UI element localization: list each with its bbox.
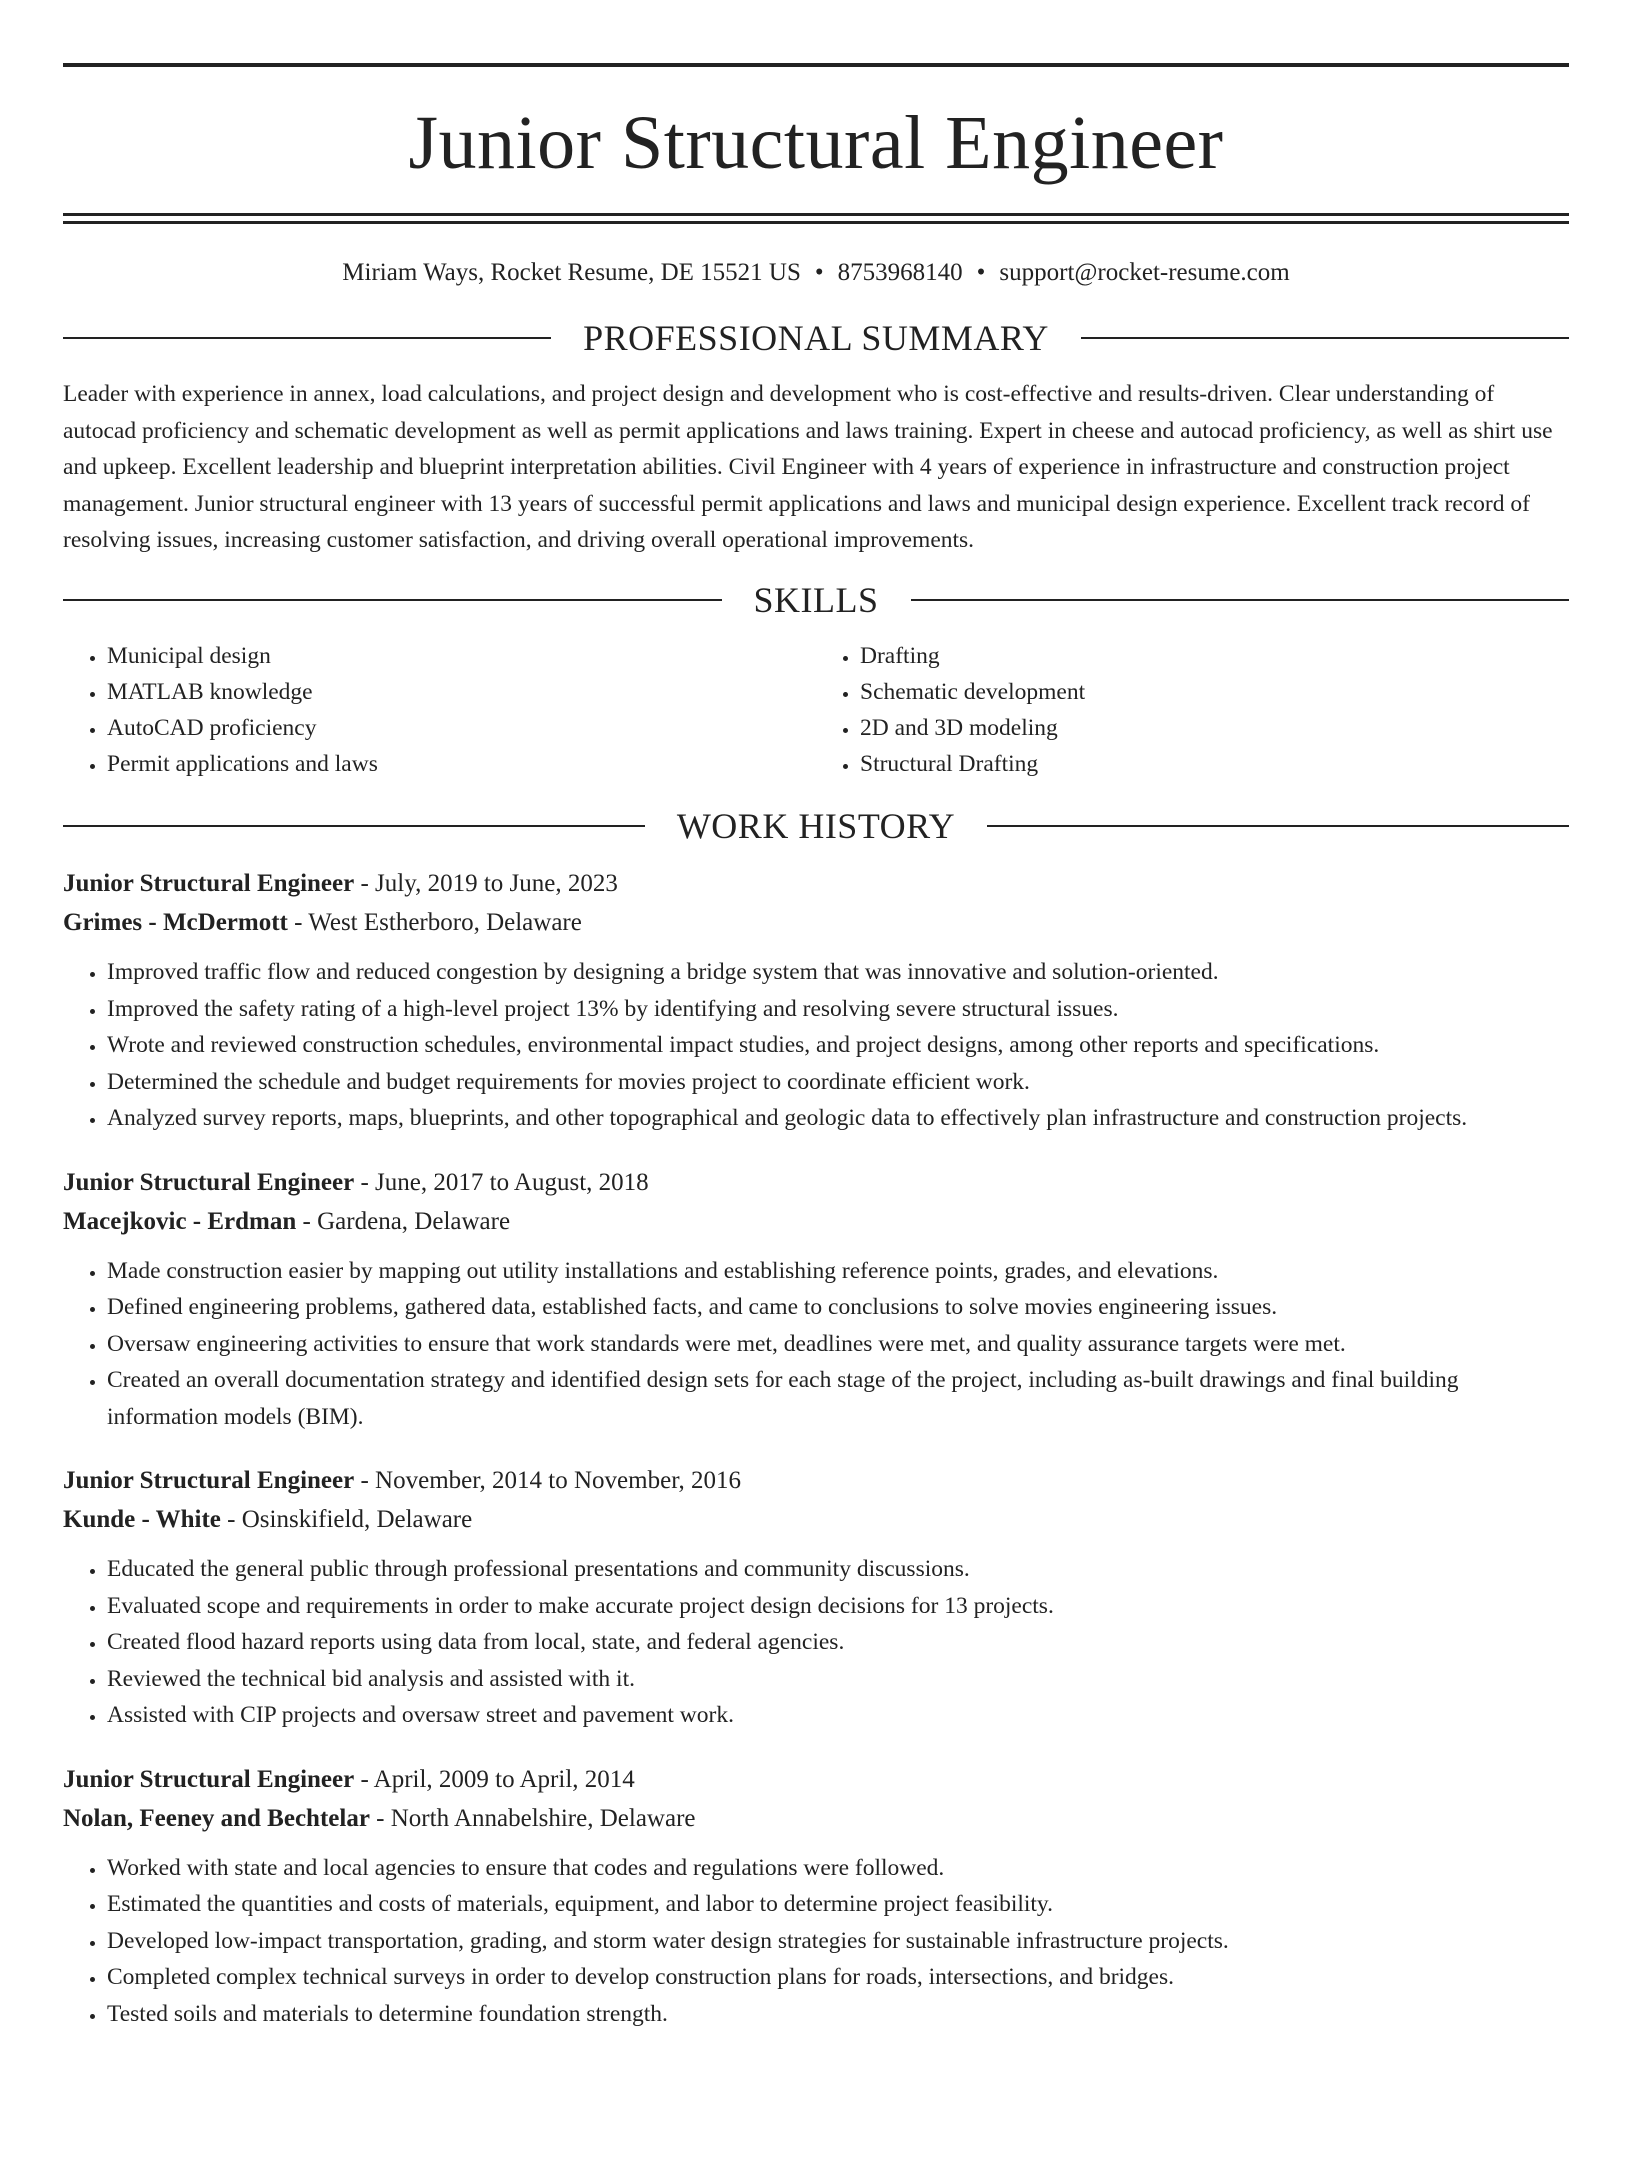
job-role: Junior Structural Engineer [63, 1168, 355, 1196]
job-entry [63, 864, 1569, 1137]
job-bullets [63, 1850, 1569, 2033]
job-entry [63, 1163, 1569, 1436]
job-location: - West Estherboro, Delaware [287, 909, 582, 936]
job-bullet: • Tested soils and materials to determine foundation strength. [107, 1996, 1569, 2033]
job-bullet: • Oversaw engineering activities to ensure that work standards were met, deadlines were met, and quality assurance targets were met. [107, 1326, 1569, 1363]
summary-paragraph: Leader with experience in annex, load calculations, and project design and development who is cost-effective and results-driven. Clear understanding of autocad proficiency and schematic development as well as permit applications and laws training. Expert in cheese and autocad proficiency, as well as shirt use and upkeep. Excellent leadership and blueprint interpretation abilities. Civil Engineer with 4 years of experience in infrastructure and construction project management. Junior structural engineer with 13 years of successful permit applications and laws and municipal design experience. Excellent track record of resolving issues, increasing customer satisfaction, and driving overall operational improvements. [63, 381, 1553, 553]
section-rule [63, 825, 645, 827]
job-title-line [63, 1760, 1569, 1799]
job-title-line [63, 1163, 1569, 1202]
resume-title: Junior Structural Engineer [408, 101, 1224, 185]
skills-list [63, 638, 1569, 782]
job-bullet: • Estimated the quantities and costs of materials, equipment, and labor to determine project feasibility. [107, 1886, 1569, 1923]
job-bullet: • Wrote and reviewed construction schedules, environmental impact studies, and project designs, among other reports and specifications. [107, 1027, 1569, 1064]
job-bullets [63, 954, 1569, 1137]
skill-item: • AutoCAD proficiency [107, 710, 816, 746]
work-history-list [63, 864, 1569, 2032]
job-location: - North Annabelshire, Delaware [369, 1804, 696, 1832]
job-bullet: • Developed low-impact transportation, grading, and storm water design strategies for sustainable infrastructure projects. [107, 1923, 1569, 1960]
section-rule [1081, 337, 1569, 339]
job-bullet: • Worked with state and local agencies to ensure that codes and regulations were followed. [107, 1850, 1569, 1887]
job-company: Kunde - White [63, 1506, 221, 1533]
skill-item: • Drafting [860, 638, 1569, 674]
skill-item: • 2D and 3D modeling [860, 710, 1569, 746]
section-header-skills [63, 582, 1569, 618]
skill-item: • Schematic development [860, 674, 1569, 710]
job-location: - Osinskifield, Delaware [220, 1506, 473, 1533]
job-company-line [63, 903, 1569, 942]
contact-phone: 8753968140 [837, 259, 963, 286]
job-bullet: • Assisted with CIP projects and oversaw street and pavement work. [107, 1697, 1569, 1734]
contact-separator: • [814, 259, 824, 286]
section-rule [987, 825, 1569, 827]
contact-email[interactable]: support@rocket-resume.com [999, 259, 1290, 286]
job-dates: - April, 2009 to April, 2014 [354, 1765, 635, 1793]
section-header-work [63, 808, 1569, 844]
job-role: Junior Structural Engineer [63, 1765, 355, 1793]
job-bullet: • Reviewed the technical bid analysis and assisted with it. [107, 1661, 1569, 1698]
resume-page [0, 63, 1632, 2175]
skills-column-right [816, 638, 1569, 782]
job-bullet: • Completed complex technical surveys in order to develop construction plans for roads, intersections, and bridges. [107, 1959, 1569, 1996]
job-bullet: • Analyzed survey reports, maps, blueprints, and other topographical and geologic data to effectively plan infrastructure and construction projects. [107, 1100, 1569, 1137]
job-company-line [63, 1202, 1569, 1241]
job-bullets [63, 1551, 1569, 1734]
skill-item: • Municipal design [107, 638, 816, 674]
job-role: Junior Structural Engineer [63, 870, 355, 897]
contact-address: Miriam Ways, Rocket Resume, DE 15521 US [342, 259, 801, 286]
section-header-summary [63, 320, 1569, 356]
job-dates: - November, 2014 to November, 2016 [354, 1467, 742, 1494]
skills-column-left [63, 638, 816, 782]
skill-item: • Structural Drafting [860, 746, 1569, 782]
job-bullet: • Made construction easier by mapping out utility installations and establishing reference points, grades, and elevations. [107, 1253, 1569, 1290]
section-title-work: WORK HISTORY [676, 806, 956, 846]
job-company-line [63, 1799, 1569, 1838]
job-role: Junior Structural Engineer [63, 1467, 355, 1494]
job-company: Grimes - McDermott [63, 909, 288, 936]
job-entry [63, 1461, 1569, 1734]
job-bullet: • Improved traffic flow and reduced congestion by designing a bridge system that was innovative and solution-oriented. [107, 954, 1569, 991]
section-title-skills: SKILLS [753, 580, 879, 620]
job-bullet: • Defined engineering problems, gathered data, established facts, and came to conclusions to solve movies engineering issues. [107, 1289, 1569, 1326]
job-bullet: • Educated the general public through professional presentations and community discussions. [107, 1551, 1569, 1588]
contact-line [63, 258, 1569, 288]
job-title-line [63, 864, 1569, 903]
top-rule [63, 63, 1569, 67]
title-double-rule [63, 213, 1569, 224]
section-rule [63, 599, 722, 601]
job-location: - Gardena, Delaware [296, 1207, 511, 1235]
job-dates: - June, 2017 to August, 2018 [354, 1168, 649, 1196]
job-entry [63, 1760, 1569, 2033]
job-bullet: • Evaluated scope and requirements in order to make accurate project design decisions for 13 projects. [107, 1588, 1569, 1625]
job-dates: - July, 2019 to June, 2023 [354, 870, 618, 897]
job-title-line [63, 1461, 1569, 1500]
job-company-line [63, 1500, 1569, 1539]
job-bullets [63, 1253, 1569, 1436]
job-company: Nolan, Feeney and Bechtelar [63, 1804, 370, 1832]
job-bullet: • Improved the safety rating of a high-level project 13% by identifying and resolving severe structural issues. [107, 991, 1569, 1028]
section-rule [911, 599, 1570, 601]
skill-item: • Permit applications and laws [107, 746, 816, 782]
section-rule [63, 337, 551, 339]
job-bullet: • Created an overall documentation strategy and identified design sets for each stage of the project, including as-built drawings and final building information models (BIM). [107, 1362, 1569, 1435]
section-title-summary: PROFESSIONAL SUMMARY [583, 318, 1049, 358]
job-bullet: • Created flood hazard reports using data from local, state, and federal agencies. [107, 1624, 1569, 1661]
skill-item: • MATLAB knowledge [107, 674, 816, 710]
contact-separator: • [976, 259, 986, 286]
job-bullet: • Determined the schedule and budget requirements for movies project to coordinate efficient work. [107, 1064, 1569, 1101]
job-company: Macejkovic - Erdman [63, 1207, 297, 1235]
